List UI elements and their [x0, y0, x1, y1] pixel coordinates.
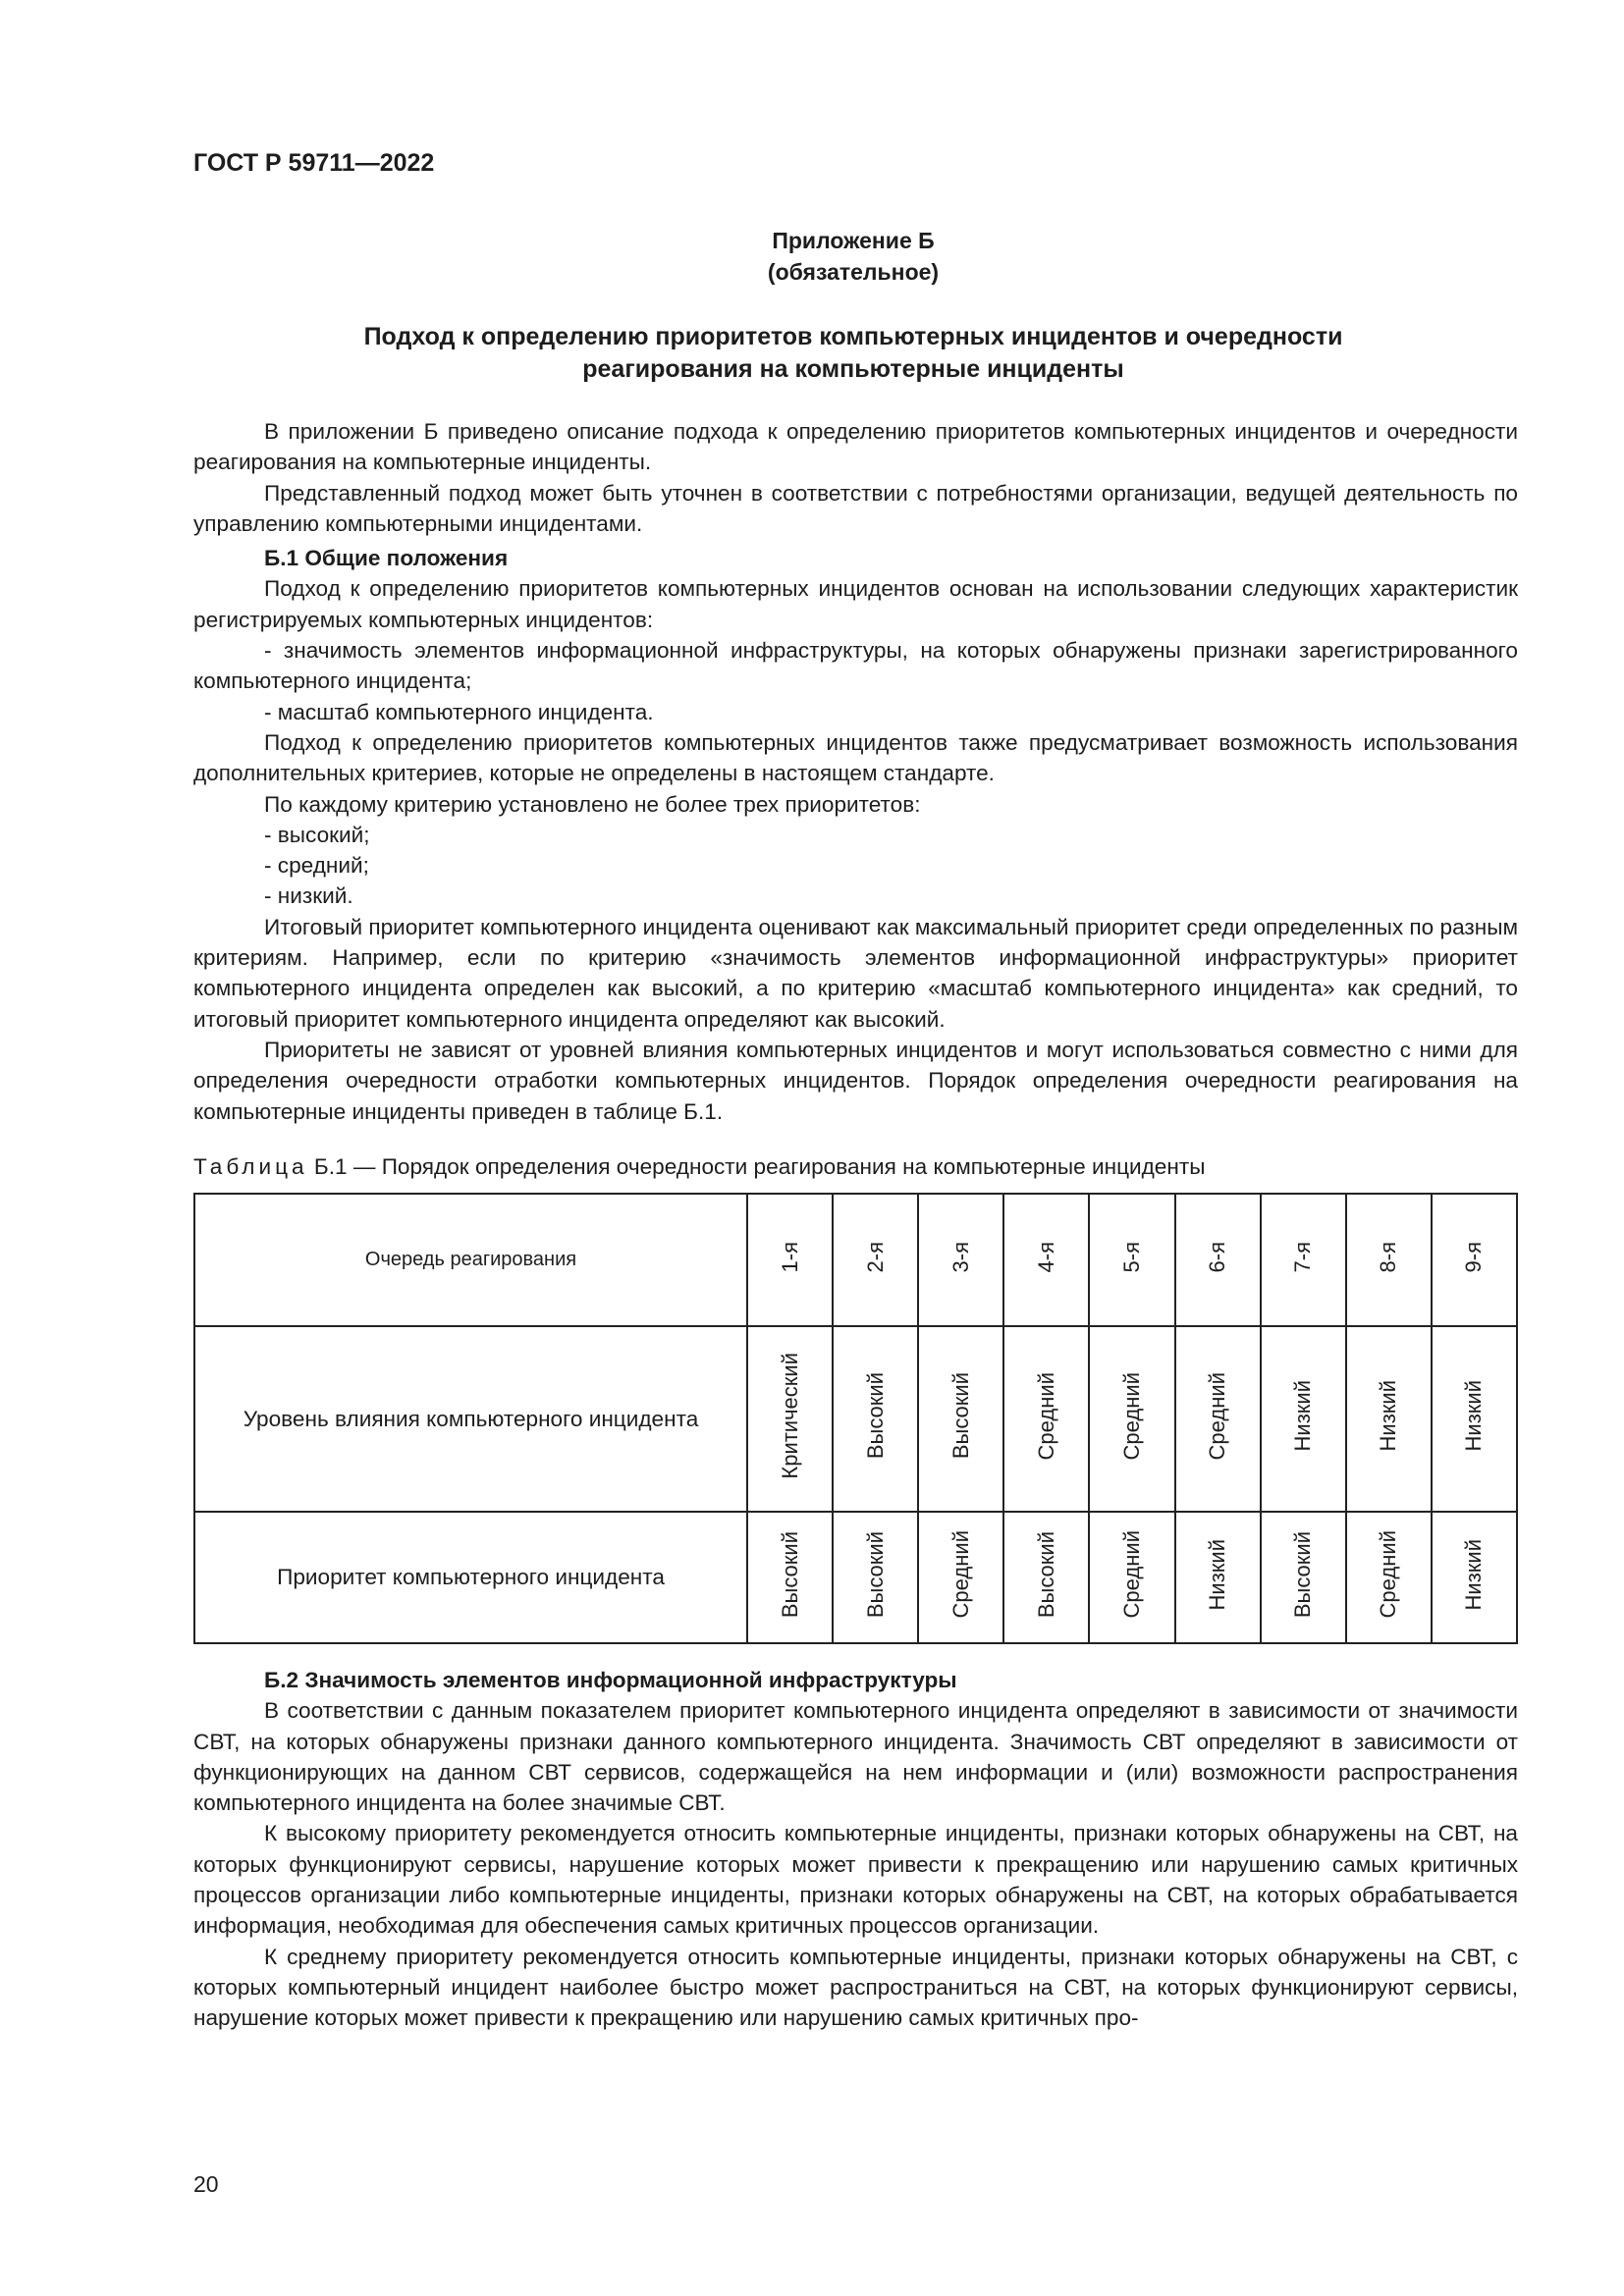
table-cell	[833, 1512, 918, 1643]
intro-paragraph-2: Представленный подход может быть уточнен в соответствии с потребностями организации, ведущей деятельность по управлению компьютерными инцидентами.	[193, 480, 1518, 536]
table-caption-text: Б.1 — Порядок определения очередности реагирования на компьютерные инциденты	[313, 1154, 1206, 1179]
row-label	[194, 1326, 747, 1512]
table-cell	[1175, 1326, 1261, 1512]
table-cell	[1261, 1512, 1346, 1643]
table-row-response-order	[194, 1194, 1517, 1326]
cell-text: 2-я	[862, 1241, 888, 1273]
cell-text: 9-я	[1461, 1241, 1487, 1273]
main-title-line-1: Подход к определению приоритетов компьютерных инцидентов и очередности	[363, 323, 1343, 350]
row-label-text: Уровень влияния компьютерного инцидента	[243, 1406, 699, 1431]
cell-text: Низкий	[1461, 1538, 1487, 1611]
cell-text: Низкий	[1376, 1380, 1401, 1452]
appendix-title: Приложение Б	[772, 228, 935, 253]
criteria-item: - масштаб компьютерного инцидента.	[264, 699, 654, 724]
table-cell	[918, 1194, 1003, 1326]
section-b1-paragraph-5: Приоритеты не зависят от уровней влияния компьютерных инцидентов и могут использоваться совместно с ними для определения очередности отработки компьютерных инцидентов. Порядок определения очередности реагирования на компьютерные инциденты приведен в таблице Б.1.	[193, 1037, 1518, 1124]
cell-text: Средний	[1205, 1371, 1230, 1461]
intro-paragraph-1: В приложении Б приведено описание подхода к определению приоритетов компьютерных инцидентов и очередности реагирования на компьютерные инциденты.	[193, 419, 1518, 475]
table-caption	[193, 1154, 1205, 1180]
table-cell	[1261, 1326, 1346, 1512]
table-cell	[1003, 1512, 1089, 1643]
table-caption-label: Таблица	[193, 1154, 308, 1179]
section-b1-paragraph-3: По каждому критерию установлено не более трех приоритетов:	[264, 791, 921, 817]
cell-text: Средний	[1118, 1371, 1144, 1461]
table-cell	[1346, 1512, 1432, 1643]
priority-level-item: - средний;	[264, 853, 369, 879]
cell-text: 8-я	[1376, 1241, 1401, 1273]
table-cell	[918, 1326, 1003, 1512]
cell-text: Высокий	[777, 1530, 802, 1619]
table-cell	[1175, 1512, 1261, 1643]
cell-text: Низкий	[1290, 1380, 1316, 1452]
cell-text: 7-я	[1290, 1241, 1316, 1273]
cell-text: 6-я	[1205, 1241, 1230, 1273]
cell-text: Высокий	[862, 1372, 888, 1460]
table-cell	[1432, 1326, 1517, 1512]
table-cell	[1089, 1512, 1174, 1643]
section-b2-paragraph-3: К среднему приоритету рекомендуется относить компьютерные инциденты, признаки которых обнаружены на СВТ, с которых компьютерный инцидент наиболее быстро может распространиться на СВТ, на которых функционируют сервисы, нарушение которых может привести к прекращению или нарушению самых критичных про-	[193, 1944, 1518, 2031]
section-b2-paragraph-2: К высокому приоритету рекомендуется относить компьютерные инциденты, признаки которых обнаружены на СВТ, на которых функционируют сервисы, нарушение которых может привести к прекращению или нарушению самых критичных процессов организации либо компьютерные инциденты, признаки которых обнаружены на СВТ, на которых обрабатывается информация, необходимая для обеспечения самых критичных процессов организации.	[193, 1821, 1518, 1939]
section-b1-heading: Б.1 Общие положения	[264, 546, 509, 571]
table-cell	[1261, 1194, 1346, 1326]
cell-text: Высокий	[862, 1530, 888, 1619]
priority-level-item: - низкий.	[264, 883, 353, 909]
intro-and-section-b1	[193, 416, 1518, 1127]
cell-text: Низкий	[1461, 1380, 1487, 1452]
cell-text: Высокий	[947, 1372, 973, 1460]
cell-text: 1-я	[777, 1241, 802, 1273]
appendix-status: (обязательное)	[767, 259, 940, 285]
cell-text: Высокий	[1290, 1530, 1316, 1619]
table-cell	[747, 1512, 833, 1643]
table-row-incident-priority	[194, 1512, 1517, 1643]
section-b1-paragraph-1: Подход к определению приоритетов компьютерных инцидентов основан на использовании следующих характеристик регистрируемых компьютерных инцидентов:	[193, 576, 1518, 632]
section-b2	[193, 1665, 1518, 2034]
cell-text: Низкий	[1205, 1538, 1230, 1611]
cell-text: 4-я	[1033, 1241, 1058, 1273]
table-cell	[1432, 1194, 1517, 1326]
table-cell	[747, 1326, 833, 1512]
section-b2-paragraph-1: В соответствии с данным показателем приоритет компьютерного инцидента определяют в зависимости от значимости СВТ, на которых обнаружены признаки данного компьютерного инцидента. Значимость СВТ определяют в зависимости от функционирующих на данном СВТ сервисов, содержащейся на нем информации и (или) возможности распространения компьютерного инцидента на более значимые СВТ.	[193, 1698, 1518, 1816]
page-number: 20	[193, 2171, 219, 2197]
table-cell	[1432, 1512, 1517, 1643]
section-b1-paragraph-4: Итоговый приоритет компьютерного инцидента оценивают как максимальный приоритет среди определенных по разным критериям. Например, если по критерию «значимость элементов информационной инфраструктуры» приоритет компьютерного инцидента определен как высокий, а по критерию «масштаб компьютерного инцидента» как средний, то итоговый приоритет компьютерного инцидента определяют как высокий.	[193, 914, 1518, 1032]
table-cell	[747, 1194, 833, 1326]
cell-text: Высокий	[1033, 1530, 1058, 1619]
response-order-table	[193, 1193, 1518, 1644]
cell-text: 3-я	[947, 1241, 973, 1273]
cell-text: Средний	[947, 1530, 973, 1619]
table-cell	[1003, 1194, 1089, 1326]
cell-text: Средний	[1118, 1530, 1144, 1619]
main-title-line-2: реагирования на компьютерные инциденты	[582, 355, 1124, 383]
criteria-item: - значимость элементов информационной инфраструктуры, на которых обнаружены признаки зарегистрированного компьютерного инцидента;	[193, 638, 1518, 694]
row-label-text: Приоритет компьютерного инцидента	[277, 1565, 665, 1589]
table-cell	[833, 1194, 918, 1326]
table-cell	[1089, 1194, 1174, 1326]
row-label-text: Очередь реагирования	[364, 1249, 577, 1270]
row-label	[194, 1194, 747, 1326]
document-code: ГОСТ Р 59711—2022	[193, 149, 435, 177]
section-b1-paragraph-2: Подход к определению приоритетов компьютерных инцидентов также предусматривает возможность использования дополнительных критериев, которые не определены в настоящем стандарте.	[193, 729, 1518, 786]
table-cell	[1175, 1194, 1261, 1326]
table-cell	[918, 1512, 1003, 1643]
table-cell	[833, 1326, 918, 1512]
table-cell	[1003, 1326, 1089, 1512]
priority-level-item: - высокий;	[264, 822, 370, 847]
main-title	[245, 321, 1461, 386]
table-row-impact-level	[194, 1326, 1517, 1512]
cell-text: Критический	[777, 1353, 802, 1479]
row-label	[194, 1512, 747, 1643]
table-cell	[1346, 1326, 1432, 1512]
section-b2-heading: Б.2 Значимость элементов информационной инфраструктуры	[264, 1668, 957, 1692]
table-cell	[1346, 1194, 1432, 1326]
cell-text: Средний	[1033, 1371, 1058, 1461]
cell-text: Средний	[1376, 1530, 1401, 1619]
table-cell	[1089, 1326, 1174, 1512]
cell-text: 5-я	[1118, 1241, 1144, 1273]
